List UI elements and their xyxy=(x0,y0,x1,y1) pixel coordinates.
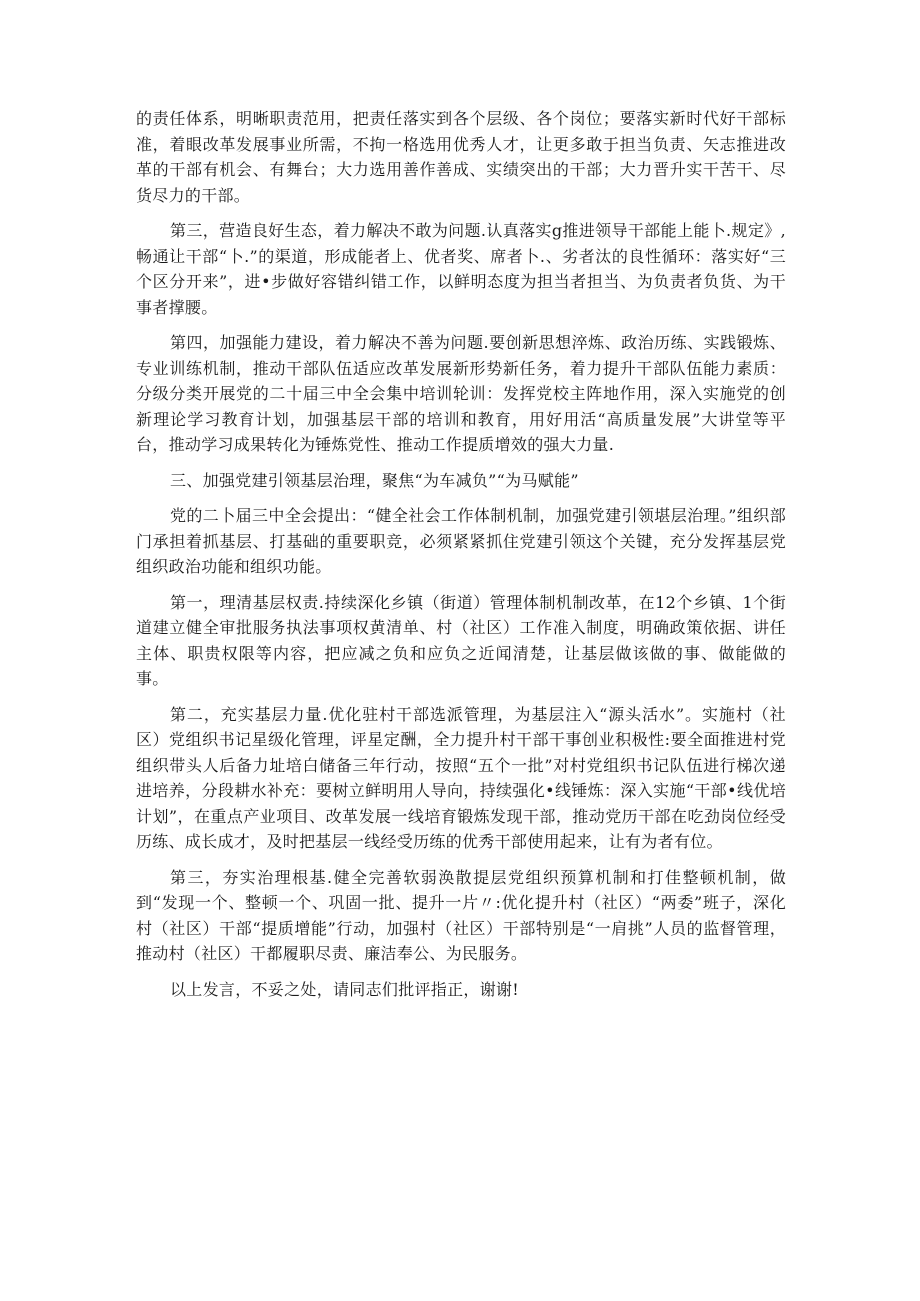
paragraph-5: 党的二卜届三中全会提出：“健全社会工作体制机制，加强党建引领堪层治理。”组织部门承担着抓基层、打基础的重要职竞，必须紧紧抓住党建引领这个关键，充分发挥基层党组织政治功能和组织功能。 xyxy=(136,506,786,576)
paragraph-6: 第一，理清基层权责.持续深化乡镇（街道）管理体制机制改革，在12个乡镇、1个街道建立健全审批服务执法事项权黄清单、村（社区）工作准入制度，明确政策依据、讲任主体、职贵权限等内容，把应减之负和应负之近闻清楚，让基层做该做的事、做能做的事。 xyxy=(136,592,786,688)
section-heading: 三、加强党建引领基层治理，聚焦“为车减负”“为马赋能” xyxy=(170,470,579,490)
document-body xyxy=(136,106,786,1012)
paragraph-8: 第三，夯实治理根基.健全完善软弱涣散提层党组织预算机制和打佳整顿机制，做到“发现一个、整顿一个、巩固一批、提升一片〃:优化提升村（社区）“两委”班子，深化村（社区）干部“提质增能”行动，加强村（社区）干部特别是“一肩挑”人员的监督管理，推动村（社区）干都履职尽责、廉洁奉公、为民服务。 xyxy=(136,867,786,963)
paragraph-2: 第三，营造良好生态，着力解决不敢为问题.认真落实g推进领导干部能上能卜.规定》,畅通让干部“卜.”的渠道，形成能者上、优者奖、席者卜.、劣者汰的良性循环：落实好“三个区分开来”，进•步做好容错纠错工作，以鲜明态度为担当者担当、为负责者负货、为干事者撑腰。 xyxy=(136,221,786,317)
closing-paragraph: 以上发言，不妥之处，请同志们批评指正，谢谢! xyxy=(170,979,520,999)
paragraph-1: 的责任体系，明晰职责范用，把责任落实到各个层级、各个岗位；要落实新时代好干部标准，着眼改革发展事业所需，不拘一格选用优秀人才，让更多敢于担当负责、矢志推进改革的干部有机会、有舞台；大力选用善作善成、实绩突出的干部；大力晋升实干苦干、尽货尽力的干部。 xyxy=(136,109,786,205)
paragraph-3: 第四，加强能力建设，着力解决不善为问题.要创新思想淬炼、政治历练、实践锻炼、专业训练机制，推动干部队伍适应改革发展新形势新任务，着力提升干部队伍能力素质：分级分类开展党的二十届三中全会集中培训轮训：发挥党校主阵地作用，深入实施党的创新理论学习教育计划，加强基层干部的培训和教育，用好用活“高质量发展”大讲堂等平台，推动学习成果转化为锤炼党性、推动工作提质增效的强大力量. xyxy=(136,333,786,454)
paragraph-7: 第二，充实基层力量.优化驻村干部选派管理，为基层注入“源头活水”。实施村（社区）党组织书记星级化管理，评星定酬，全力提升村干部干事创业积极性:要全面推进村党组织带头人后备力址培白储备三年行动，按照“五个一批”对村党组织书记队伍进行梯次递进培养，分段耕水补充：要树立鲜明用人导向，持续强化•线锤炼：深入实施“干部•线优培计划”，在重点产业项目、改革发展一线培育锻炼发现干部，推动党历干部在吃劲岗位经受历练、成长成才，及时把基层一线经受历练的优秀干部使用起来，让有为者有位。 xyxy=(136,704,786,851)
